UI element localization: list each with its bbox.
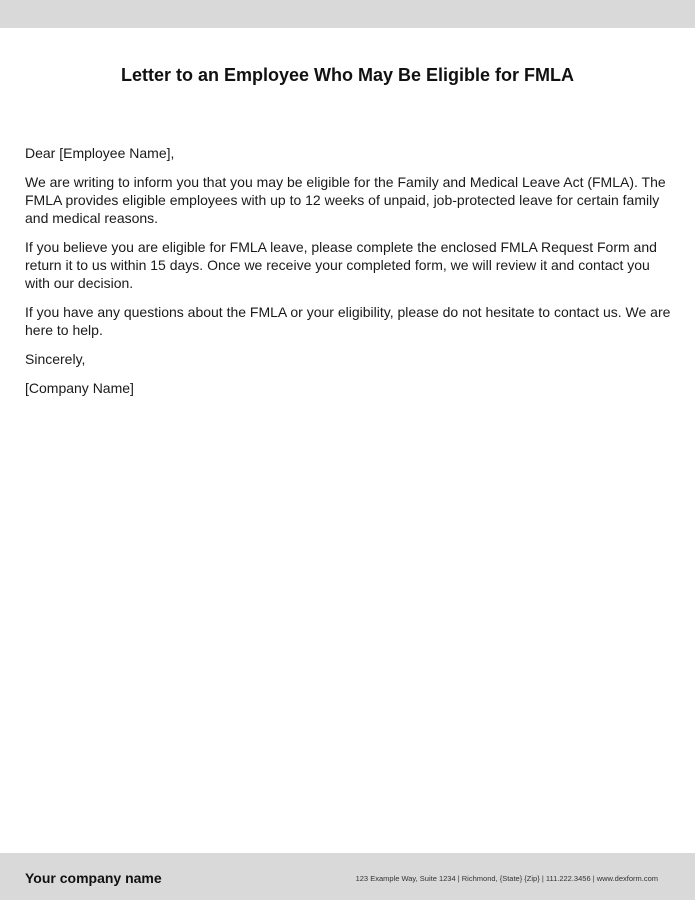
paragraph-3: If you have any questions about the FMLA or your eligibility, please do not hesitate to contact us. We are here to help. — [25, 304, 671, 338]
letter-body — [25, 144, 673, 408]
paragraph-2: If you believe you are eligible for FMLA leave, please complete the enclosed FMLA Request Form and return it to us within 15 days. Once we receive your completed form, we will review it and contact you with our decision. — [25, 239, 657, 291]
paragraph-1: We are writing to inform you that you may be eligible for the Family and Medical Leave Act (FMLA). The FMLA provides eligible employees with up to 12 weeks of unpaid, job-protected leave for certain family and medical reasons. — [25, 174, 666, 226]
closing: Sincerely, — [25, 351, 86, 367]
footer-company-name: Your company name — [25, 870, 162, 886]
footer-address: 123 Example Way, Suite 1234 | Richmond, {State} {Zip} | 111.222.3456 | www.dexform.com — [355, 874, 658, 883]
top-banner — [0, 0, 695, 28]
document-title: Letter to an Employee Who May Be Eligible for FMLA — [120, 65, 575, 85]
salutation: Dear [Employee Name], — [25, 145, 175, 161]
signature: [Company Name] — [25, 380, 134, 396]
